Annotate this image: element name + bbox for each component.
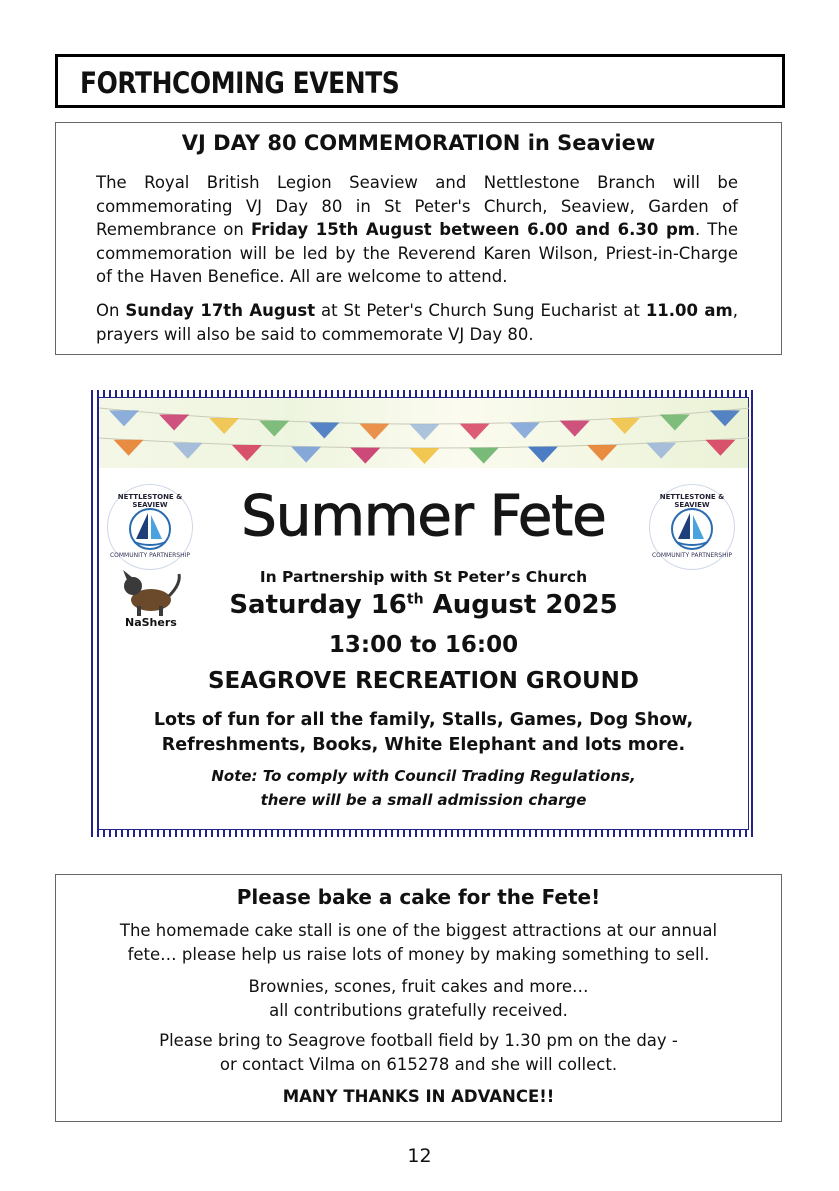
logo-left-subtext: COMMUNITY PARTNERSHIP: [109, 552, 191, 559]
fete-location: SEAGROVE RECREATION GROUND: [207, 668, 640, 694]
section-header-box: [55, 54, 785, 108]
cake-p3-line-2: or contact Vilma on 615278 and she will collect.: [219, 1055, 618, 1074]
cake-paragraph-2: [56, 975, 781, 1023]
bunting-flag: [660, 415, 690, 431]
fete-partnership: In Partnership with St Peter’s Church: [259, 568, 588, 586]
page-number: 12: [407, 1145, 432, 1167]
fete-note-line-2: there will be a small admission charge: [260, 791, 587, 809]
fete-date-suffix: th: [406, 591, 424, 608]
vj-p2-text-c: , prayers will also be said to commemorate VJ Day 80.: [96, 301, 738, 344]
fete-activities-line-1: Lots of fun for all the family, Stalls, Games, Dog Show,: [153, 710, 694, 730]
bunting-flag: [109, 410, 139, 426]
bunting-flag: [510, 422, 540, 438]
bunting-string: [99, 408, 750, 424]
bunting-flag: [469, 448, 499, 464]
bunting-flag: [528, 447, 558, 463]
cake-appeal-box: [55, 874, 782, 1122]
vj-p1-date-time: Friday 15th August between 6.00 and 6.30 pm: [250, 220, 695, 239]
logo-right-subtext: COMMUNITY PARTNERSHIP: [651, 552, 733, 559]
fete-date: [99, 590, 748, 620]
logo-left-text: NETTLESTONE & SEAVIEW: [117, 493, 183, 509]
vj-day-box: [55, 122, 782, 355]
cake-p3-line-1: Please bring to Seagrove football field by 1.30 pm on the day -: [159, 1031, 678, 1050]
bunting-flag: [159, 415, 189, 431]
bunting-flag: [291, 447, 321, 463]
bunting-flag: [114, 440, 144, 456]
fete-date-month-year: August 2025: [423, 590, 618, 620]
logo-right-text: NETTLESTONE & SEAVIEW: [659, 493, 725, 509]
vj-day-paragraph-1: [96, 171, 738, 289]
cake-p1-line-1: The homemade cake stall is one of the biggest attractions at our annual: [119, 921, 718, 940]
bunting-flag: [460, 424, 490, 440]
bunting-background: [99, 398, 748, 468]
bunting-icon: [99, 398, 750, 468]
vj-p2-text-a: On: [96, 301, 126, 320]
bunting-flag: [173, 443, 203, 459]
vj-p2-text-b: at St Peter's Church Sung Eucharist at: [315, 301, 646, 320]
bunting-flag: [410, 424, 440, 440]
cake-thanks: MANY THANKS IN ADVANCE!!: [282, 1087, 555, 1106]
vj-p2-time: 11.00 am: [645, 301, 733, 320]
bunting-flag: [350, 448, 380, 464]
bunting-flag: [209, 418, 239, 434]
cake-paragraph-3: [56, 1029, 781, 1077]
bunting-flag: [710, 410, 740, 426]
nashers-label: NaShers: [125, 616, 177, 629]
bunting-flag: [587, 445, 617, 461]
bunting-flag: [410, 448, 440, 464]
vj-p2-date: Sunday 17th August: [125, 301, 316, 320]
cake-p2-line-1: Brownies, scones, fruit cakes and more…: [248, 977, 589, 996]
bunting-flag: [705, 440, 735, 456]
vj-p1-text-a: The Royal British Legion Seaview and Nettlestone Branch will be commemorating VJ Day 80 in St Peter's Church, Seaview, Garden of Remembrance on: [96, 173, 738, 239]
cake-p1-line-2: fete… please help us raise lots of money by making something to sell.: [127, 945, 710, 964]
bunting-flag: [359, 424, 389, 440]
bunting-flag: [560, 421, 590, 437]
fete-activities: [99, 708, 748, 758]
fete-note: [99, 764, 748, 812]
summer-fete-poster: [91, 390, 756, 837]
poster-inner: [98, 397, 749, 830]
fete-activities-line-2: Refreshments, Books, White Elephant and lots more.: [161, 735, 686, 755]
bunting-flag: [309, 422, 339, 438]
fete-title: Summer Fete: [241, 484, 606, 549]
cake-p2-line-2: all contributions gratefully received.: [269, 1001, 568, 1020]
bunting-flag: [259, 421, 289, 437]
fete-note-line-1: Note: To comply with Council Trading Regulations,: [211, 767, 636, 785]
bunting-flag: [232, 445, 262, 461]
vj-p1-text-b: . The commemoration will be led by the Reverend Karen Wilson, Priest-in-Charge of the Haven Benefice. All are welcome to attend.: [96, 220, 738, 286]
fete-time: 13:00 to 16:00: [328, 632, 519, 658]
section-title: FORTHCOMING EVENTS: [80, 66, 400, 100]
bunting-flag: [646, 443, 676, 459]
fete-date-day: Saturday 16: [229, 590, 407, 620]
cake-paragraph-1: [56, 919, 781, 967]
cake-title: Please bake a cake for the Fete!: [236, 885, 601, 909]
vj-day-title: VJ DAY 80 COMMEMORATION in Seaview: [181, 131, 656, 155]
bunting-flag: [610, 418, 640, 434]
vj-day-paragraph-2: [96, 299, 738, 346]
